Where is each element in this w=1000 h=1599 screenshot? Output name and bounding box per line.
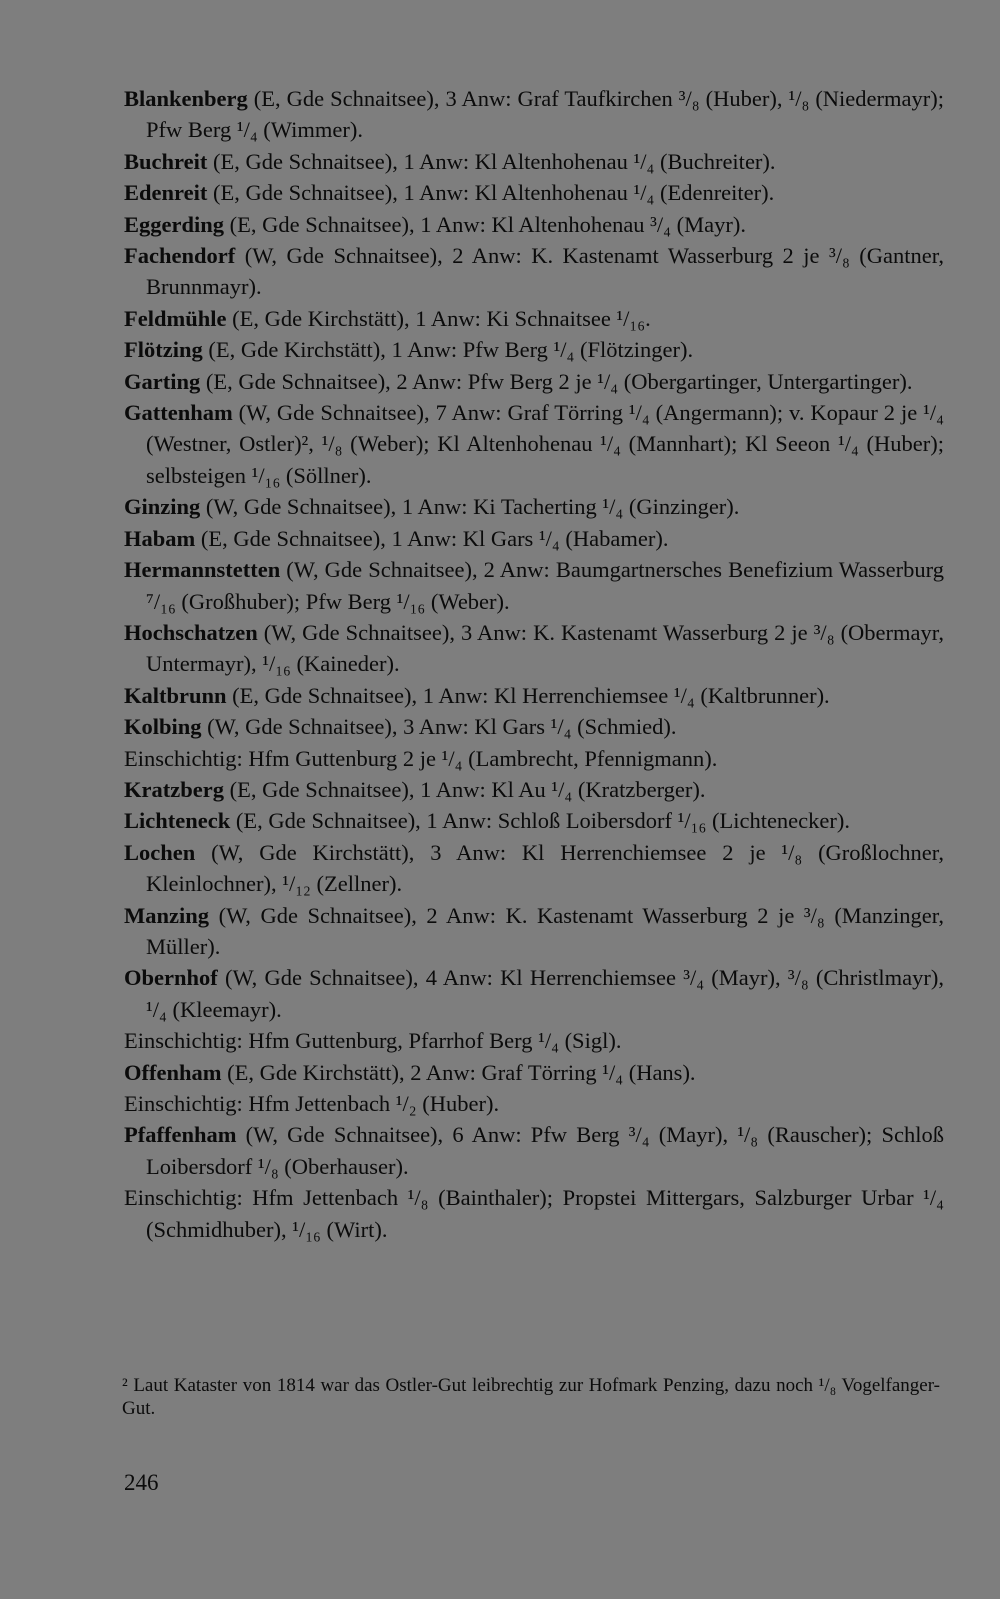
entry-kratzberg xyxy=(124,774,944,805)
entry-name: Lichteneck xyxy=(124,808,231,834)
entry-floetzing xyxy=(124,334,944,365)
entry-name: Kratzberg xyxy=(124,776,224,802)
entry-text: (W, Gde Schnaitsee), 2 Anw: Baumgartnersches Benefizium Wasserburg ⁷/₁₆ (Großhuber); Pfw Berg ¹/₁₆ (Weber). xyxy=(146,557,944,614)
entry-lochen xyxy=(124,837,944,900)
entry-name: Eggerding xyxy=(124,211,225,237)
entry-name: Fachendorf xyxy=(124,243,236,269)
entry-text: (E, Gde Schnaitsee), 1 Anw: Kl Gars ¹/₄ (Habamer). xyxy=(195,525,669,551)
entry-hermannstetten xyxy=(124,554,944,617)
entry-text: (E, Gde Schnaitsee), 1 Anw: Kl Altenhohenau ¹/₄ (Buchreiter). xyxy=(207,148,776,174)
entry-edenreit xyxy=(124,177,944,208)
entry-eggerding xyxy=(124,209,944,240)
entry-text: (E, Gde Kirchstätt), 1 Anw: Pfw Berg ¹/₄ (Flötzinger). xyxy=(202,337,694,363)
entry-name: Gattenham xyxy=(124,400,233,426)
entry-name: Kolbing xyxy=(124,714,202,740)
entry-name: Offenham xyxy=(124,1059,222,1085)
entry-name: Kaltbrunn xyxy=(124,682,227,708)
entry-text: (W, Gde Schnaitsee), 3 Anw: K. Kastenamt Wasserburg 2 je ³/₈ (Obermayr, Untermayr), ¹/₁₆ (Kaineder). xyxy=(146,619,944,677)
entry-blankenberg xyxy=(124,83,944,146)
einschichtig-line: Einschichtig: Hfm Jettenbach ¹/₈ (Bainthaler); Propstei Mittergars, Salzburger Urbar ¹/₄ (Schmidhuber), ¹/₁₆ (Wirt). xyxy=(124,1185,944,1242)
entry-kolbing xyxy=(124,711,944,774)
footnote: ² Laut Kataster von 1814 war das Ostler-Gut leibrechtig zur Hofmark Penzing, dazu noch ¹/₈ Vogelfanger-Gut. xyxy=(122,1375,940,1419)
entry-hochschatzen xyxy=(124,617,944,680)
entry-list xyxy=(124,83,944,1245)
entry-garting xyxy=(124,366,944,397)
entry-text: (W, Gde Schnaitsee), 2 Anw: K. Kastenamt Wasserburg 2 je ³/₈ (Manzinger, Müller). xyxy=(146,902,944,959)
entry-text: (E, Gde Schnaitsee), 2 Anw: Pfw Berg 2 je ¹/₄ (Obergartinger, Untergartinger). xyxy=(200,368,913,394)
einschichtig-line: Einschichtig: Hfm Guttenburg 2 je ¹/₄ (Lambrecht, Pfennigmann). xyxy=(124,745,718,771)
entry-offenham xyxy=(124,1057,944,1120)
entry-name: Hermannstetten xyxy=(124,557,281,583)
einschichtig-line: Einschichtig: Hfm Guttenburg, Pfarrhof Berg ¹/₄ (Sigl). xyxy=(124,1028,622,1054)
entry-text: (E, Gde Schnaitsee), 1 Anw: Kl Herrenchiemsee ¹/₄ (Kaltbrunner). xyxy=(226,682,830,708)
entry-name: Manzing xyxy=(124,902,210,928)
entry-feldmuehle xyxy=(124,303,944,334)
entry-manzing xyxy=(124,900,944,963)
entry-text: (E, Gde Kirchstätt), 2 Anw: Graf Törring ¹/₄ (Hans). xyxy=(221,1059,696,1085)
entry-text: (W, Gde Schnaitsee), 7 Anw: Graf Törring ¹/₄ (Angermann); v. Kopaur 2 je ¹/₄ (Westner, Ostler)², ¹/₈ (Weber); Kl Altenhohenau ¹/₄ (Mannhart); Kl Seeon ¹/₄ (Huber); selbsteigen ¹/₁₆ (Söllner). xyxy=(146,400,944,488)
entry-text: (W, Gde Schnaitsee), 1 Anw: Ki Tacherting ¹/₄ (Ginzinger). xyxy=(200,494,740,520)
entry-text: (W, Gde Schnaitsee), 6 Anw: Pfw Berg ³/₄ (Mayr), ¹/₈ (Rauscher); Schloß Loibersdorf ¹/₈ (Oberhauser). xyxy=(146,1122,944,1179)
entry-text: (E, Gde Schnaitsee), 1 Anw: Kl Altenhohenau ³/₄ (Mayr). xyxy=(224,211,746,237)
entry-name: Lochen xyxy=(124,839,196,865)
entry-kaltbrunn xyxy=(124,680,944,711)
entry-name: Garting xyxy=(124,368,201,394)
entry-name: Edenreit xyxy=(124,180,208,206)
entry-text: (E, Gde Schnaitsee), 1 Anw: Schloß Loibersdorf ¹/₁₆ (Lichtenecker). xyxy=(230,808,850,834)
entry-gattenham xyxy=(124,397,944,491)
entry-fachendorf xyxy=(124,240,944,303)
entry-text: (E, Gde Schnaitsee), 1 Anw: Kl Altenhohenau ¹/₄ (Edenreiter). xyxy=(207,180,775,206)
entry-name: Ginzing xyxy=(124,494,201,520)
entry-name: Blankenberg xyxy=(124,86,248,111)
entry-obernhof xyxy=(124,962,944,1056)
entry-name: Habam xyxy=(124,525,196,551)
einschichtig-line: Einschichtig: Hfm Jettenbach ¹/₂ (Huber). xyxy=(124,1091,500,1116)
entry-buchreit xyxy=(124,146,944,177)
entry-text: (E, Gde Schnaitsee), 1 Anw: Kl Au ¹/₄ (Kratzberger). xyxy=(223,776,706,802)
entry-text: (W, Gde Schnaitsee), 2 Anw: K. Kastenamt Wasserburg 2 je ³/₈ (Gantner, Brunnmayr). xyxy=(146,243,944,300)
entry-name: Flötzing xyxy=(124,337,203,363)
entry-habam xyxy=(124,523,944,554)
entry-name: Feldmühle xyxy=(124,305,227,331)
entry-text: (E, Gde Kirchstätt), 1 Anw: Ki Schnaitsee ¹/₁₆. xyxy=(226,305,651,331)
entry-text: (W, Gde Schnaitsee), 4 Anw: Kl Herrenchiemsee ³/₄ (Mayr), ³/₈ (Christlmayr), ¹/₄ (Kleemayr). xyxy=(146,965,944,1022)
entry-name: Hochschatzen xyxy=(124,619,258,645)
entry-text: (W, Gde Schnaitsee), 3 Anw: Kl Gars ¹/₄ (Schmied). xyxy=(201,714,677,740)
entry-name: Obernhof xyxy=(124,965,218,991)
entry-lichteneck xyxy=(124,805,944,836)
entry-ginzing xyxy=(124,491,944,522)
entry-name: Pfaffenham xyxy=(124,1122,237,1148)
entry-text: (W, Gde Kirchstätt), 3 Anw: Kl Herrenchiemsee 2 je ¹/₈ (Großlochner, Kleinlochner), ¹/₁₂ (Zellner). xyxy=(146,839,944,897)
entry-name: Buchreit xyxy=(124,148,208,174)
page-number: 246 xyxy=(124,1470,159,1495)
entry-pfaffenham xyxy=(124,1119,944,1245)
entry-text: (E, Gde Schnaitsee), 3 Anw: Graf Taufkirchen ³/₈ (Huber), ¹/₈ (Niedermayr); Pfw Berg ¹/₄ (Wimmer). xyxy=(146,86,944,143)
